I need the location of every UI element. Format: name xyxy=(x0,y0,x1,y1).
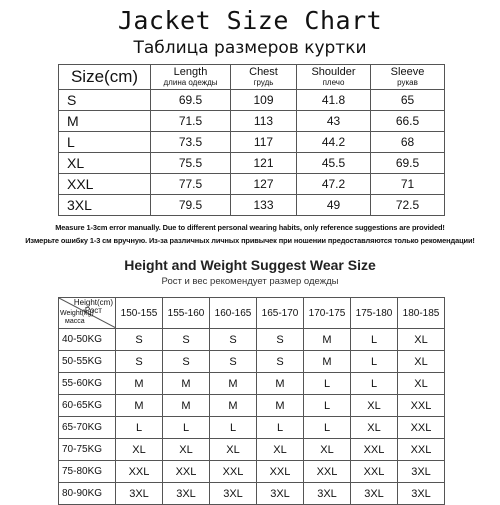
size-value-cell: 77.5 xyxy=(151,174,231,195)
size-value-cell: 75.5 xyxy=(151,153,231,174)
wear-table-body xyxy=(59,329,445,505)
column-header-ru: длина одежды xyxy=(163,78,218,87)
size-label: 3XL xyxy=(59,195,151,216)
size-value-cell: 121 xyxy=(231,153,297,174)
suggested-size-cell: M xyxy=(163,395,210,417)
suggested-size-cell: L xyxy=(257,417,304,439)
suggested-size-cell: M xyxy=(210,373,257,395)
size-value-cell: 43 xyxy=(297,111,371,132)
height-range-header: 160-165 xyxy=(210,298,257,329)
size-row xyxy=(59,111,445,132)
measurement-note-ru: Измерьте ошибку 1-3 см вручную. Из-за различных личных привычек при ношении предоставляются только рекомендации! xyxy=(25,236,475,245)
suggested-size-cell: M xyxy=(163,373,210,395)
page-subtitle: Таблица размеров куртки xyxy=(133,38,367,58)
suggested-size-cell: XL xyxy=(351,417,398,439)
weight-row xyxy=(59,439,445,461)
height-label: Height(cm) xyxy=(73,298,113,307)
weight-row xyxy=(59,373,445,395)
suggested-size-cell: M xyxy=(304,329,351,351)
suggested-size-cell: XXL xyxy=(163,461,210,483)
column-header-en: Chest xyxy=(249,66,278,78)
suggested-size-cell: L xyxy=(351,351,398,373)
wear-table-corner xyxy=(59,298,116,329)
suggested-size-cell: XXL xyxy=(257,461,304,483)
suggested-size-cell: L xyxy=(351,329,398,351)
suggested-size-cell: L xyxy=(163,417,210,439)
suggested-size-cell: XL xyxy=(398,351,445,373)
measurement-note-en: Measure 1-3cm error manually. Due to different personal wearing habits, only reference suggestions are provided! xyxy=(55,223,445,232)
height-label-ru: Рост xyxy=(84,306,102,315)
height-range-header: 175-180 xyxy=(351,298,398,329)
suggested-size-cell: XL xyxy=(351,395,398,417)
size-value-cell: 133 xyxy=(231,195,297,216)
size-value-cell: 41.8 xyxy=(297,90,371,111)
column-header-en: Shoulder xyxy=(311,66,356,78)
weight-range-label: 65-70KG xyxy=(59,417,116,439)
column-header-ru: рукав xyxy=(397,78,418,87)
suggested-size-cell: M xyxy=(116,373,163,395)
size-value-cell: 69.5 xyxy=(151,90,231,111)
size-value-cell: 71 xyxy=(371,174,445,195)
weight-row xyxy=(59,417,445,439)
suggested-size-cell: 3XL xyxy=(398,461,445,483)
suggested-size-cell: L xyxy=(304,417,351,439)
size-row xyxy=(59,153,445,174)
suggested-size-cell: S xyxy=(210,351,257,373)
height-range-header: 155-160 xyxy=(163,298,210,329)
suggested-size-cell: 3XL xyxy=(210,483,257,505)
size-value-cell: 44.2 xyxy=(297,132,371,153)
size-row xyxy=(59,195,445,216)
suggested-size-cell: S xyxy=(116,351,163,373)
size-value-cell: 109 xyxy=(231,90,297,111)
suggested-size-cell: XXL xyxy=(351,439,398,461)
suggested-size-cell: XL xyxy=(257,439,304,461)
suggested-size-cell: 3XL xyxy=(351,483,398,505)
suggested-size-cell: S xyxy=(257,351,304,373)
weight-range-label: 40-50KG xyxy=(59,329,116,351)
suggested-size-cell: M xyxy=(257,373,304,395)
suggested-size-cell: M xyxy=(257,395,304,417)
suggested-size-cell: L xyxy=(116,417,163,439)
suggested-size-cell: XXL xyxy=(398,395,445,417)
suggested-size-cell: L xyxy=(304,373,351,395)
column-header-ru: плечо xyxy=(322,78,345,87)
suggested-size-cell: S xyxy=(163,351,210,373)
suggested-size-cell: XL xyxy=(304,439,351,461)
size-row xyxy=(59,132,445,153)
weight-range-label: 70-75KG xyxy=(59,439,116,461)
size-value-cell: 127 xyxy=(231,174,297,195)
suggested-size-cell: XL xyxy=(398,373,445,395)
height-range-header: 150-155 xyxy=(116,298,163,329)
column-header-chest xyxy=(231,65,297,90)
weight-range-label: 50-55KG xyxy=(59,351,116,373)
suggested-size-cell: XXL xyxy=(398,417,445,439)
suggested-size-cell: 3XL xyxy=(257,483,304,505)
size-table-corner-label: Size(cm) xyxy=(59,65,151,90)
weight-row xyxy=(59,461,445,483)
size-value-cell: 79.5 xyxy=(151,195,231,216)
suggested-size-cell: XXL xyxy=(351,461,398,483)
column-header-length xyxy=(151,65,231,90)
suggested-size-cell: L xyxy=(351,373,398,395)
size-label: S xyxy=(59,90,151,111)
size-label: XXL xyxy=(59,174,151,195)
corner-weight-label-ru: масса xyxy=(65,318,85,325)
suggested-size-cell: L xyxy=(210,417,257,439)
weight-row xyxy=(59,329,445,351)
suggested-size-cell: XXL xyxy=(210,461,257,483)
column-header-ru: грудь xyxy=(253,78,274,87)
weight-range-label: 55-60KG xyxy=(59,373,116,395)
size-label: L xyxy=(59,132,151,153)
suggested-size-cell: M xyxy=(210,395,257,417)
suggested-size-cell: S xyxy=(116,329,163,351)
column-header-sleeve xyxy=(371,65,445,90)
wear-section-heading-ru: Рост и вес рекомендует размер одежды xyxy=(161,276,339,287)
suggested-size-cell: XXL xyxy=(116,461,163,483)
size-table xyxy=(58,64,445,216)
height-range-header: 180-185 xyxy=(398,298,445,329)
size-row xyxy=(59,90,445,111)
page-title: Jacket Size Chart xyxy=(117,6,383,35)
size-value-cell: 117 xyxy=(231,132,297,153)
suggested-size-cell: S xyxy=(163,329,210,351)
size-value-cell: 45.5 xyxy=(297,153,371,174)
size-value-cell: 113 xyxy=(231,111,297,132)
corner-weight-label: Weight(kg) xyxy=(60,310,94,317)
weight-range-label: 60-65KG xyxy=(59,395,116,417)
size-value-cell: 47.2 xyxy=(297,174,371,195)
height-range-header: 170-175 xyxy=(304,298,351,329)
suggested-size-cell: 3XL xyxy=(304,483,351,505)
weight-range-label: 75-80KG xyxy=(59,461,116,483)
column-header-en: Sleeve xyxy=(390,66,425,78)
wear-size-table xyxy=(58,297,445,505)
size-row xyxy=(59,174,445,195)
suggested-size-cell: M xyxy=(116,395,163,417)
suggested-size-cell: XL xyxy=(116,439,163,461)
suggested-size-cell: XL xyxy=(210,439,257,461)
suggested-size-cell: XXL xyxy=(304,461,351,483)
size-value-cell: 49 xyxy=(297,195,371,216)
suggested-size-cell: 3XL xyxy=(163,483,210,505)
column-header-shoulder xyxy=(297,65,371,90)
size-value-cell: 73.5 xyxy=(151,132,231,153)
weight-row xyxy=(59,351,445,373)
suggested-size-cell: 3XL xyxy=(398,483,445,505)
suggested-size-cell: XL xyxy=(163,439,210,461)
wear-table-header-row xyxy=(59,298,445,329)
suggested-size-cell: S xyxy=(210,329,257,351)
size-table-body xyxy=(59,90,445,216)
size-value-cell: 72.5 xyxy=(371,195,445,216)
suggested-size-cell: 3XL xyxy=(116,483,163,505)
size-label: XL xyxy=(59,153,151,174)
weight-row xyxy=(59,395,445,417)
suggested-size-cell: S xyxy=(257,329,304,351)
height-range-header: 165-170 xyxy=(257,298,304,329)
suggested-size-cell: XXL xyxy=(398,439,445,461)
size-value-cell: 71.5 xyxy=(151,111,231,132)
wear-section-heading: Height and Weight Suggest Wear Size xyxy=(124,257,376,273)
suggested-size-cell: XL xyxy=(398,329,445,351)
weight-row xyxy=(59,483,445,505)
size-value-cell: 66.5 xyxy=(371,111,445,132)
suggested-size-cell: L xyxy=(304,395,351,417)
size-value-cell: 65 xyxy=(371,90,445,111)
size-value-cell: 69.5 xyxy=(371,153,445,174)
size-value-cell: 68 xyxy=(371,132,445,153)
suggested-size-cell: M xyxy=(304,351,351,373)
size-label: M xyxy=(59,111,151,132)
weight-range-label: 80-90KG xyxy=(59,483,116,505)
size-table-header-row xyxy=(59,65,445,90)
column-header-en: Length xyxy=(173,66,208,78)
